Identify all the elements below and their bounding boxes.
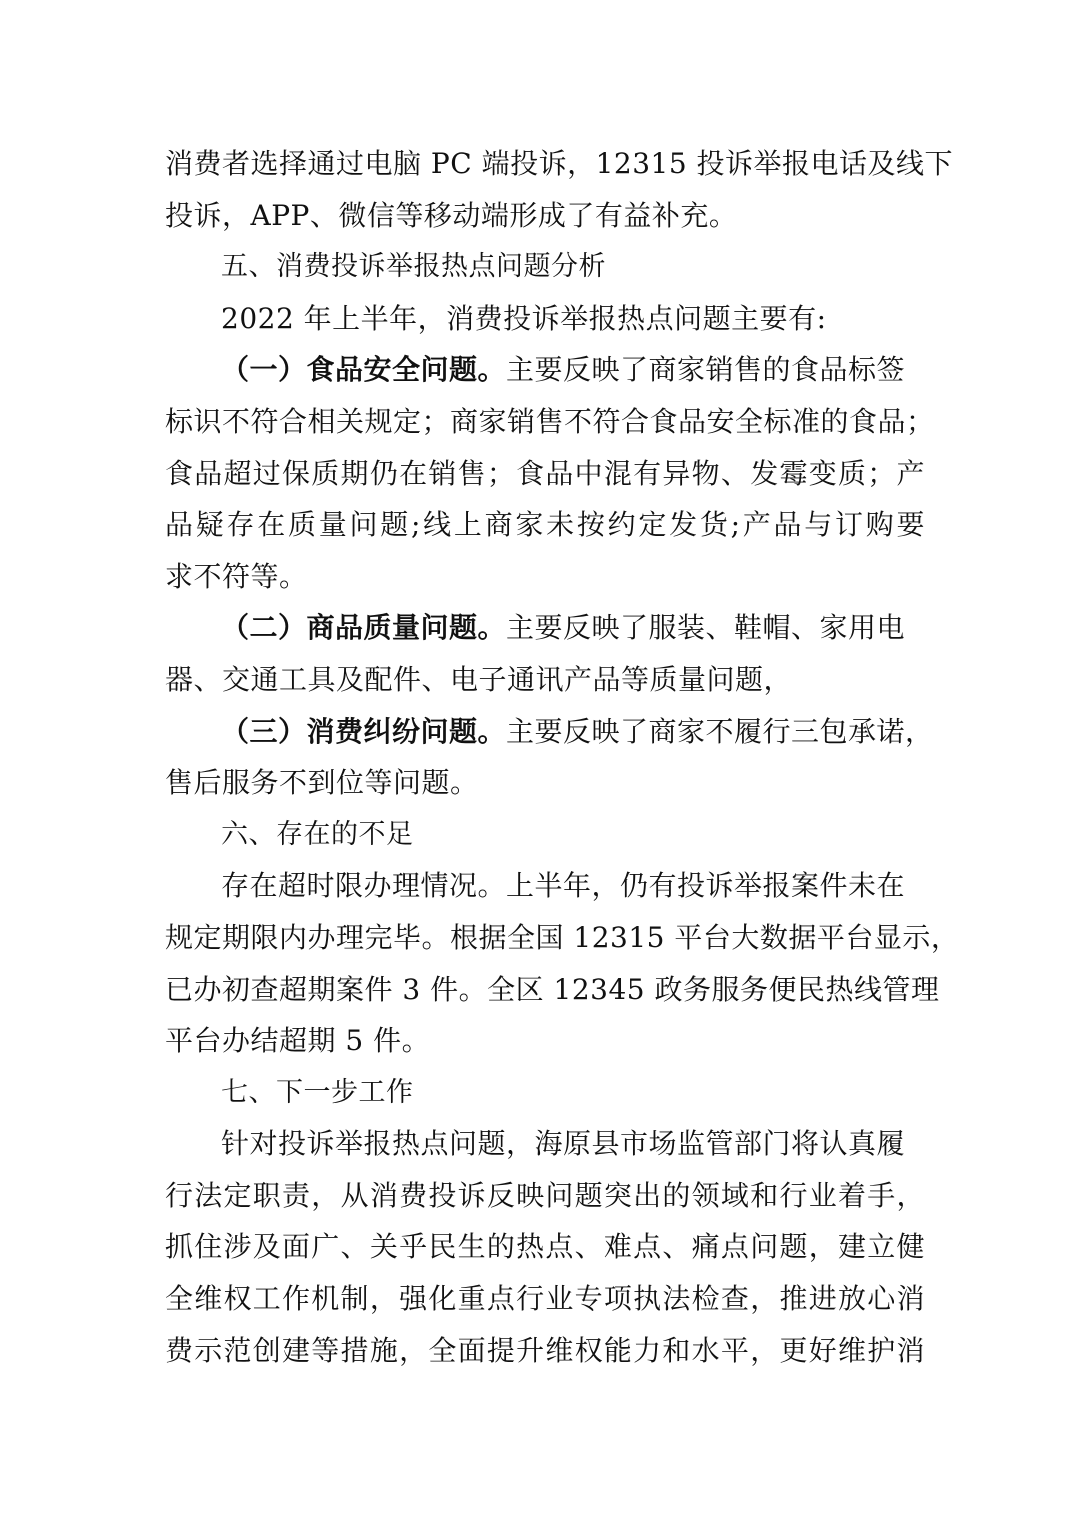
paragraph-line: 抓住涉及面广、关乎民生的热点、难点、痛点问题，建立健	[165, 1230, 925, 1264]
paragraph-line-food-safety	[165, 344, 925, 396]
paragraph-line: 器、交通工具及配件、电子通讯产品等质量问题，	[165, 662, 793, 696]
paragraph-line: 售后服务不到位等问题。	[165, 766, 479, 800]
paragraph-line: 标识不符合相关规定；商家销售不符合食品安全标准的食品；	[165, 404, 935, 438]
section-heading-7: 七、下一步工作	[221, 1076, 414, 1108]
paragraph-text: 主要反映了商家销售的食品标签	[506, 353, 906, 387]
document-page	[165, 138, 960, 1376]
paragraph-line: 平台办结超期 5 件。	[165, 1024, 431, 1058]
paragraph-line: 消费者选择通过电脑 PC 端投诉，12315 投诉举报电话及线下	[165, 147, 954, 180]
paragraph-line: 费示范创建等措施，全面提升维权能力和水平，更好维护消	[165, 1333, 925, 1367]
paragraph-line: 规定期限内办理完毕。根据全国 12315 平台大数据平台显示，	[165, 920, 960, 954]
paragraph-line: 2022 年上半年，消费投诉举报热点问题主要有:	[221, 301, 827, 335]
sub-heading-consumer-dispute: （三）消费纠纷问题。	[221, 714, 507, 748]
paragraph-line: 投诉，APP、微信等移动端形成了有益补充。	[165, 198, 738, 232]
paragraph-line: 行法定职责，从消费投诉反映问题突出的领域和行业着手，	[165, 1178, 925, 1212]
paragraph-line-consumer-dispute	[165, 706, 934, 758]
sub-heading-food-safety: （一）食品安全问题。	[221, 353, 507, 387]
paragraph-line: 已办初查超期案件 3 件。全区 12345 政务服务便民热线管理	[165, 972, 940, 1006]
paragraph-line-product-quality	[165, 602, 925, 654]
paragraph-line: 求不符等。	[165, 559, 308, 593]
paragraph-text: 主要反映了服装、鞋帽、家用电	[506, 611, 906, 645]
paragraph-line: 品疑存在质量问题;线上商家未按约定发货;产品与订购要	[165, 508, 925, 542]
paragraph-text: 主要反映了商家不履行三包承诺，	[506, 714, 934, 748]
section-heading-6: 六、存在的不足	[221, 818, 414, 850]
sub-heading-product-quality: （二）商品质量问题。	[221, 611, 507, 645]
section-heading-5: 五、消费投诉举报热点问题分析	[221, 251, 606, 283]
paragraph-line: 存在超时限办理情况。上半年，仍有投诉举报案件未在	[221, 869, 906, 903]
paragraph-line: 全维权工作机制，强化重点行业专项执法检查，推进放心消	[165, 1282, 925, 1316]
paragraph-line: 针对投诉举报热点问题，海原县市场监管部门将认真履	[221, 1127, 906, 1161]
paragraph-line: 食品超过保质期仍在销售；食品中混有异物、发霉变质；产	[165, 456, 925, 490]
